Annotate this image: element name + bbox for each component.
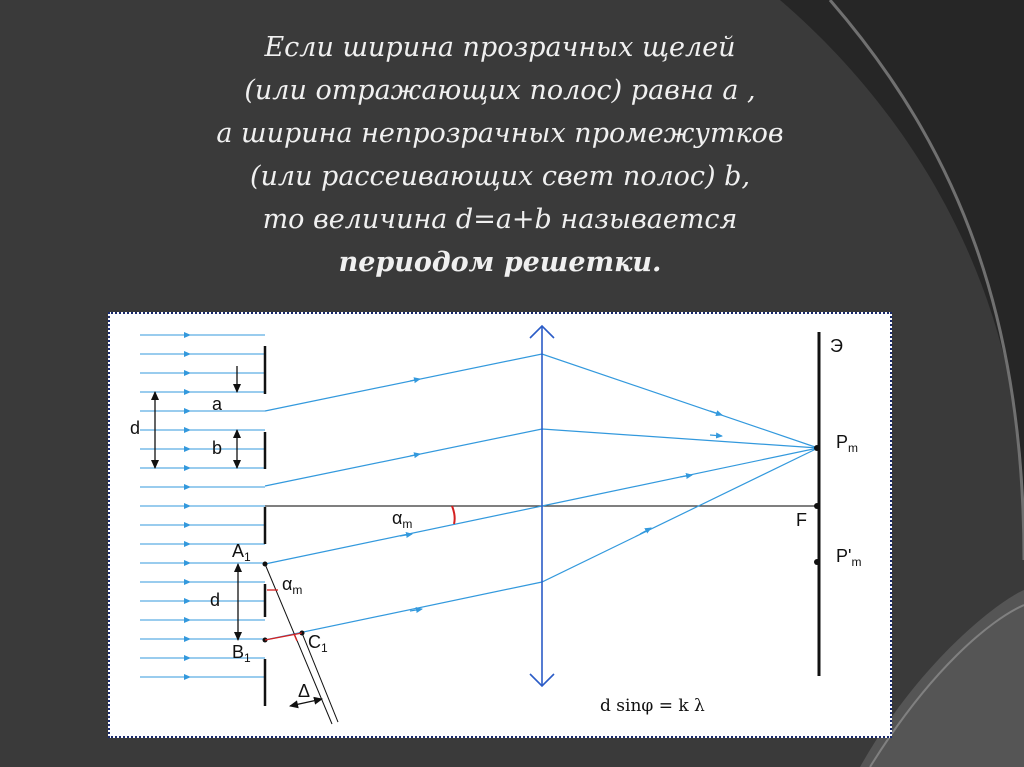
label-a: a xyxy=(212,394,223,414)
pm-point xyxy=(814,445,820,451)
label-alpha-main: $\alpha_m$ xyxy=(392,508,413,531)
label-d-bottom: d xyxy=(210,590,221,610)
incident-rays xyxy=(140,335,265,677)
pm-prime-point xyxy=(814,559,820,565)
text-line-4: (или рассеивающих свет полос) b, xyxy=(249,161,751,192)
label-delta: Δ xyxy=(298,681,311,701)
diagram-frame xyxy=(108,312,892,738)
angle-arc xyxy=(452,506,455,524)
label-f: F xyxy=(796,510,807,530)
label-pm: $P_m$ xyxy=(836,432,859,455)
f-point xyxy=(814,503,820,509)
text-line-bold: периодом решетки. xyxy=(338,247,662,278)
text-line-5: то величина d=a+b называется xyxy=(262,204,738,235)
text-line-2: (или отражающих полос) равна a , xyxy=(244,75,756,106)
grating-diagram xyxy=(110,314,894,740)
label-c1: $C_1$ xyxy=(308,632,328,655)
label-screen: Э xyxy=(830,336,843,356)
slide-text xyxy=(150,26,850,284)
ab-markers xyxy=(155,366,237,468)
label-a1: $A_1$ xyxy=(232,541,251,564)
label-b1: $B_1$ xyxy=(232,642,251,665)
label-d-top: d xyxy=(130,418,141,438)
text-line-3: а ширина непрозрачных промежутков xyxy=(216,118,784,149)
formula: d sinφ = k λ xyxy=(600,696,705,716)
text-line-1: Если ширина прозрачных щелей xyxy=(264,32,736,63)
label-b: b xyxy=(212,438,223,458)
label-alpha-small: $\alpha_m$ xyxy=(282,574,303,597)
label-pm-prime: $P'_m$ xyxy=(836,546,862,569)
